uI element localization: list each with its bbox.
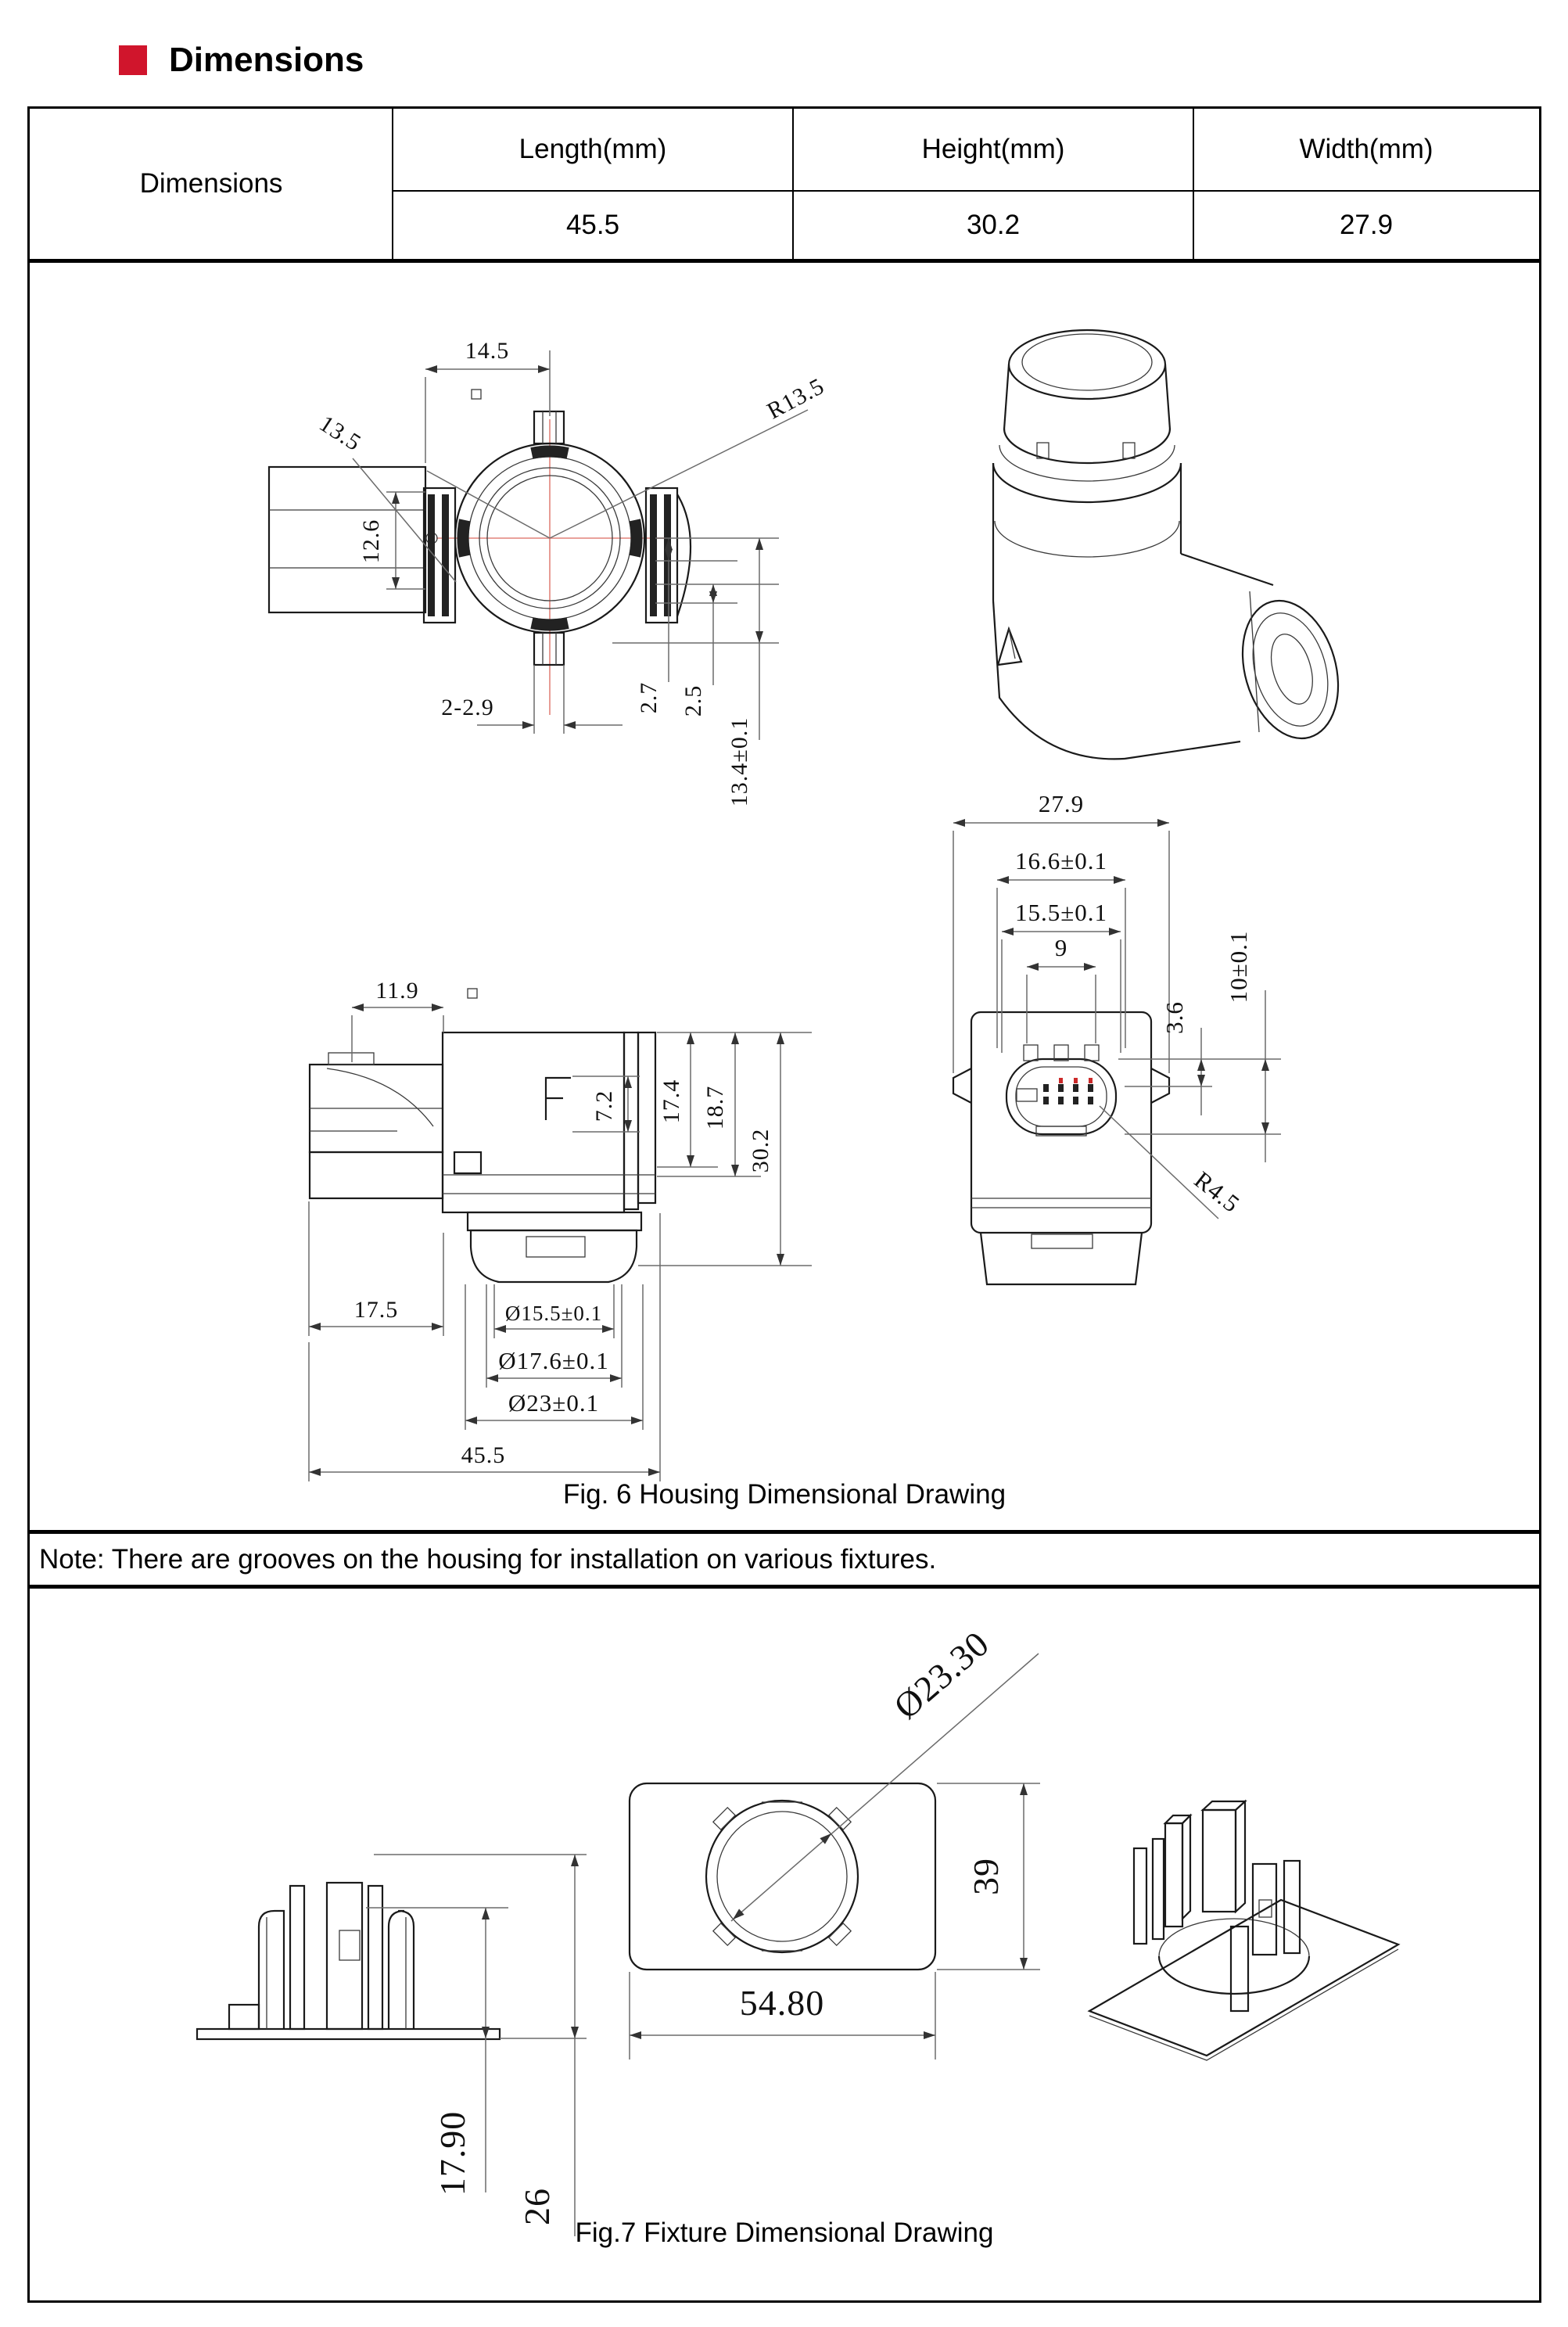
- table-header-width: Width(mm): [1299, 134, 1433, 164]
- dim-label: 15.5±0.1: [1014, 899, 1108, 926]
- dim-label: 12.6: [358, 519, 384, 564]
- grid-line: [392, 190, 1539, 192]
- dim-label: 11.9: [375, 978, 419, 1004]
- dim-label: 3.6: [1161, 1001, 1188, 1034]
- note-text: Note: There are grooves on the housing for installation on various fixtures.: [39, 1543, 937, 1575]
- table-header-length: Length(mm): [518, 134, 667, 164]
- grid-line: [1193, 109, 1194, 259]
- dim-label: 18.7: [702, 1085, 728, 1130]
- dim-label: 10±0.1: [1225, 930, 1252, 1004]
- dim-label: 39: [966, 1858, 1006, 1895]
- connector-pins: [1043, 1078, 1093, 1104]
- dim-label: 27.9: [1038, 790, 1085, 817]
- grid-line: [792, 109, 794, 259]
- dim-label: Ø23±0.1: [508, 1389, 600, 1417]
- dim-label: 17.90: [432, 2110, 472, 2196]
- dim-label: 26: [517, 2188, 557, 2225]
- dim-label: 13.4±0.1: [727, 716, 752, 807]
- dim-label: Ø17.6±0.1: [498, 1347, 609, 1374]
- table-cell-row-label: Dimensions: [139, 168, 283, 199]
- section-title: Dimensions: [169, 41, 364, 79]
- isometric-view: [993, 330, 1354, 759]
- fig6-housing-drawing: [30, 263, 1539, 1530]
- dimensions-table: [27, 106, 1541, 2303]
- dim-label: 17.4: [658, 1079, 684, 1124]
- dim-label: Ø15.5±0.1: [504, 1302, 603, 1325]
- table-value-width: 27.9: [1339, 210, 1394, 240]
- dim-label: R4.5: [1189, 1165, 1246, 1219]
- fixture-top-view: [630, 1623, 1040, 2059]
- red-square-bullet-icon: [119, 45, 147, 75]
- dim-label: 17.5: [353, 1297, 399, 1323]
- dim-label: 2-2.9: [441, 695, 494, 720]
- dim-label: 7.2: [591, 1090, 617, 1122]
- table-value-length: 45.5: [565, 210, 620, 240]
- dim-label: 45.5: [461, 1442, 506, 1468]
- fig7-fixture-drawing: [30, 1589, 1539, 2297]
- dim-label: 16.6±0.1: [1014, 847, 1108, 874]
- table-header-height: Height(mm): [921, 134, 1065, 164]
- table-value-height: 30.2: [966, 210, 1021, 240]
- grid-line: [392, 109, 393, 259]
- dim-label: Ø23.30: [886, 1623, 997, 1727]
- fixture-side-view: [197, 1855, 587, 2236]
- fig6-caption: Fig. 6 Housing Dimensional Drawing: [562, 1479, 1006, 1510]
- rear-view: [953, 790, 1281, 1284]
- section-header: [119, 41, 364, 80]
- dim-label: 2.7: [636, 681, 662, 714]
- dim-label: 54.80: [739, 1983, 825, 2023]
- front-view: [269, 338, 829, 806]
- dim-label: 30.2: [748, 1128, 773, 1173]
- dim-label: 2.5: [680, 684, 706, 717]
- fixture-isometric-view: [1089, 1801, 1398, 2060]
- fig7-caption: Fig.7 Fixture Dimensional Drawing: [575, 2217, 994, 2248]
- dim-label: 9: [1054, 934, 1068, 961]
- side-view: [309, 978, 812, 1481]
- dim-label: 13.5: [314, 410, 366, 457]
- dim-label: 14.5: [465, 338, 510, 364]
- dim-label: R13.5: [762, 372, 829, 425]
